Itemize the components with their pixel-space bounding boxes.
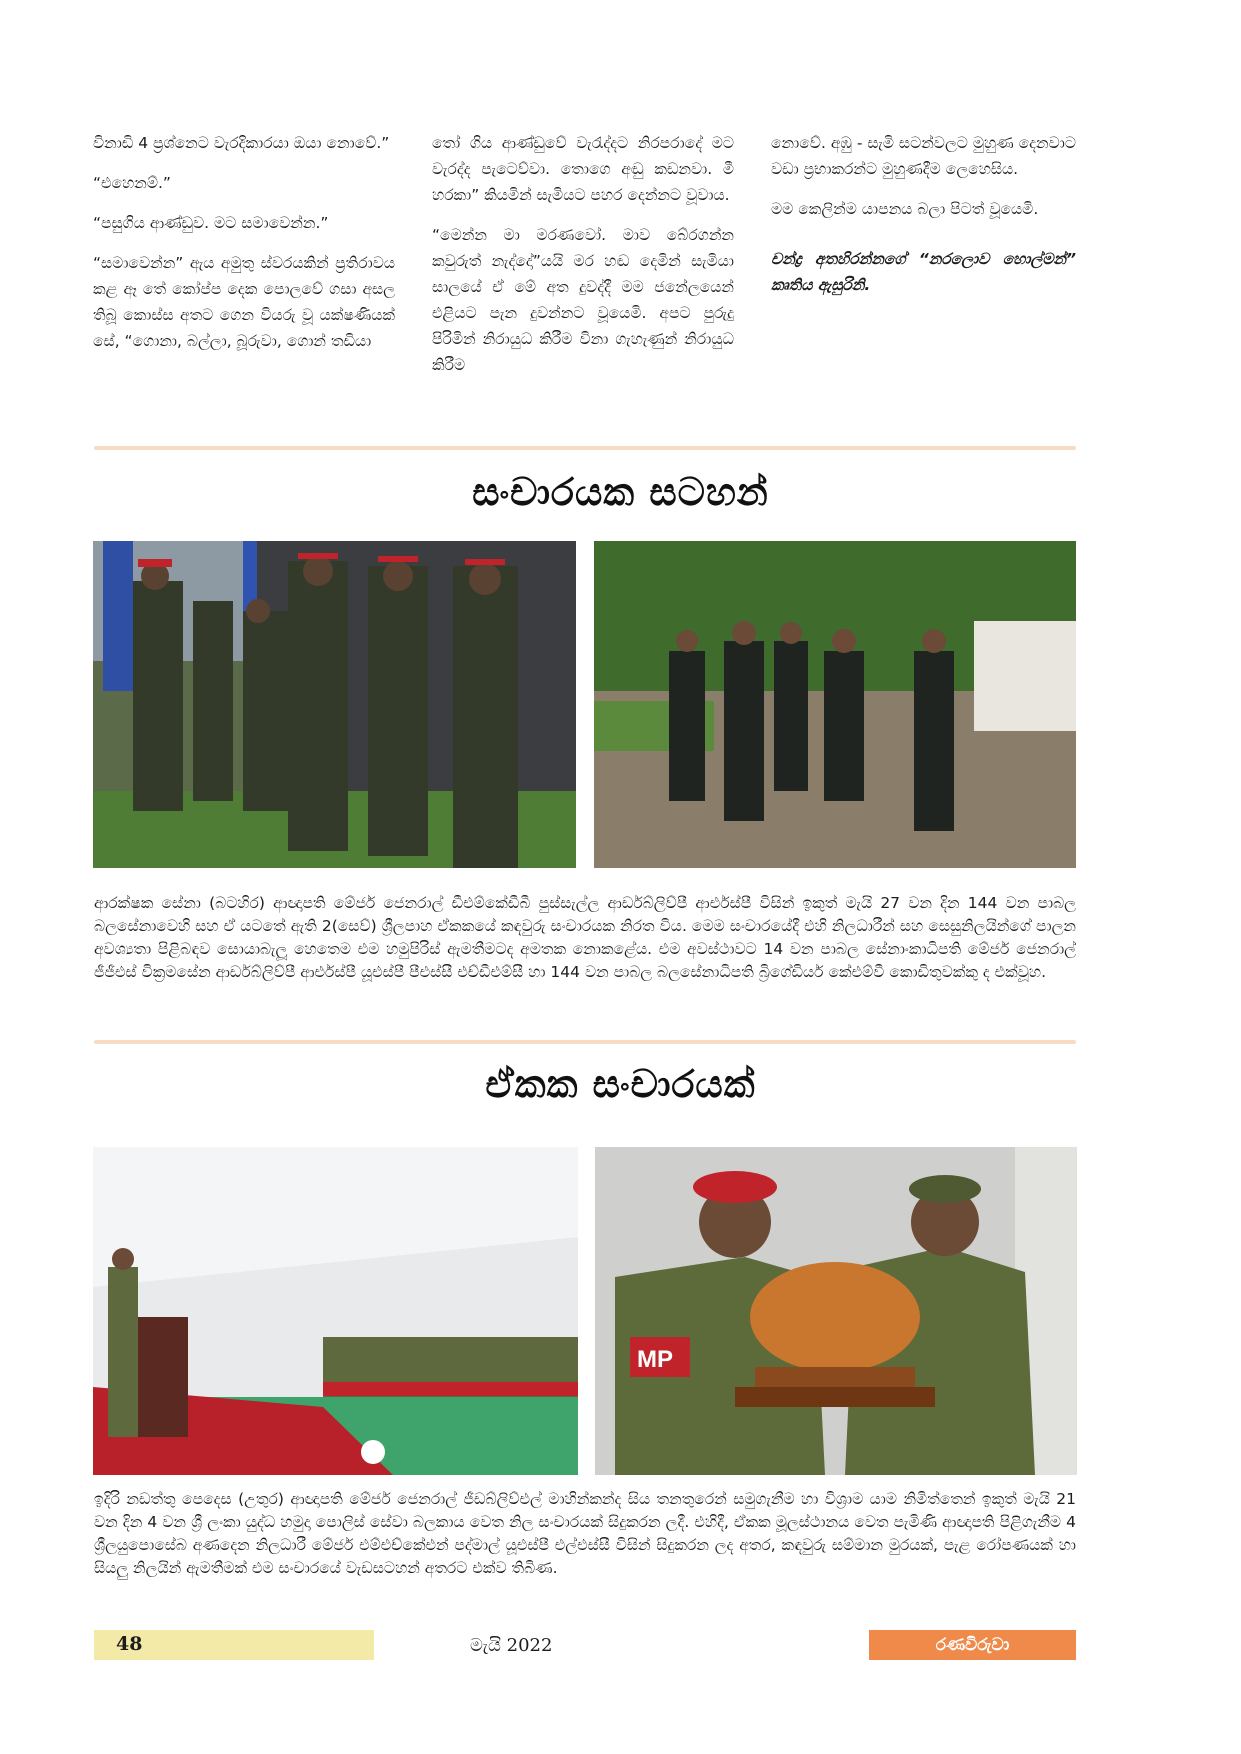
photo-handshake [93,541,576,868]
mp-armband-label: MP [637,1346,673,1373]
section-title: සංචාරයක සටහන් [472,470,769,514]
paragraph: “මෙන්න මා මරණවෝ. මාව බේරගන්න කවුරුත් නැද්දෝ”යයි මර හඬ දෙමින් සැමියා සාලයේ ඒ මේ අත දුවද්දී මම ජනේලයෙන් එළියට පැන දුවන්නට වූයෙමි. අපට පුරුදු පිරිමින් නිරායුධ කිරීම විනා ගැහැණුන් නිරායුධ කිරීම [432,226,734,374]
paragraph: මම කෙලින්ම යාපනය බලා පිටත් වූයෙමි. [771,200,1039,218]
photo-memento-presentation [595,1147,1077,1475]
photo-caption: ආරක්ෂක සේනා (බටහිර) ආඥාපති මේජර් ජෙනරාල් ඩීඑම්කේඩීබී පුස්සැල්ල ආර්ඩබ්ලිව්පී ආර්එස්පී විසින් ඉකුත් මැයි 27 වන දින 144 වන පාබල බලසේනාවෙහි සහ ඒ යටතේ ඇති 2(සෙව්) ශ්‍රීලපාහ ඒකකයේ කඳවුරු සංචාරයක නිරත විය. මෙම සංචාරයේදී එහි නිලධාරීන් සහ සෙසුනිලයින්ගේ පාලන අවශ්‍යතා පිළිබඳව සොයාබැලූ හෙතෙම එම හමුපිරිස් ඇමතීමටද අමතක නොකළේය. එම අවස්ථාවට 14 වන පාබල සේනාංකාධිපති මේජර් ජෙනරාල් ජීජීඑස් වික්‍රමසේන ආර්ඩබ්ලිව්පී ආර්එස්පී යූඑස්පී පීඑස්සී එච්ඩීඑම්සී හා 144 වන පාබල බලසේනාධිපති බ්‍රිගේඩියර් කේඑම්වී කොඩිතුවක්කු ද එක්වූහ. [94,894,1076,981]
photo-caption: ඉදිරි නඩත්තු පෙදෙස (උතුර) ආඥාපති මේජර් ජෙනරාල් ජීඩබ්ලිව්එල් මාහින්කන්ද සිය තනතුරෙන් සමුගැනීම හා විශ්‍රාම යාම නිමිත්තෙන් ඉකුත් මැයි 21 වන දින 4 වන ශ්‍රී ලංකා යුද්ධ හමුදා පොලිස් සේවා බලකාය වෙත නිල සංචාරයක් සිදුකරන ලදී. එහිදී, ඒකක මූලස්ථානය වෙත පැමිණි ආඥාපති පිළිගැනීම 4 ශ්‍රීලයුපොසේබ අණදෙන නිලධාරී මේජර් එම්එච්කේඑන් පද්මාල් යූඑස්පී එල්එස්සී විසින් සිදුකරන ලද අතර, කඳවුරු සම්මාන මුරයක්, පැළ රෝපණයක් හා සියලු නිලයින් ඇමතීමක් එම සංචාරයේ වැඩසටහන් අතරට එක්ව තිබිණ. [94,1490,1076,1577]
issue-date: මැයි 2022 [470,1635,553,1656]
paragraph: නොවේ. අඹු - සැමි සටන්වලට මුහුණ දෙනවාට වඩා ප්‍රභාකරන්ට මුහුණදීම ලෙහෙසිය. [771,134,1076,178]
photo-briefing-hall [93,1147,578,1475]
page-number: 48 [116,1633,143,1655]
article-column-2 [432,130,734,392]
paragraph: “සමාවෙන්න” ඇය අමුතු ස්වරයකින් ප්‍රතිරාවය කළ ඈ තේ කෝප්ප දෙක පොලවේ ගසා අසල තිබූ කොස්ස අතට ගෙන වියරු වූ යක්ෂණියක් සේ, “ගොනා, බල්ලා, බූරුවා, ගොන් තඩියා [93,254,395,350]
section-divider [94,446,1076,450]
publication-name: රණවිරුවා [869,1630,1076,1660]
article-column-1 [93,130,395,368]
photo-officers-walking [594,541,1076,868]
paragraph: විනාඩි 4 ප්‍රශ්නෙට වැරදිකාරයා ඔයා නොවේ.” [93,134,390,152]
paragraph: “පසුගිය ආණ්ඩුව. මට සමාවෙන්න.” [93,214,329,232]
section-title: ඒකක සංචාරයක් [485,1062,756,1106]
section-divider [94,1040,1076,1044]
paragraph: තෝ ගිය ආණ්ඩුවේ වැරැද්දට නිරපරාදේ මට වැරද්ද පැටෙව්වා. තොගෙ අඬු කඩනවා. මී හරකා” කියමින් සැමියට පහර දෙන්නට වූවාය. [432,134,734,204]
paragraph: “එහෙනම්.” [93,174,171,192]
article-column-3 [771,130,1076,312]
article-credit: චන්ද්‍ර අතහිරන්නගේ “නරලොව හොල්මන්” කෘතිය ඇසුරිනි. [771,250,1076,294]
